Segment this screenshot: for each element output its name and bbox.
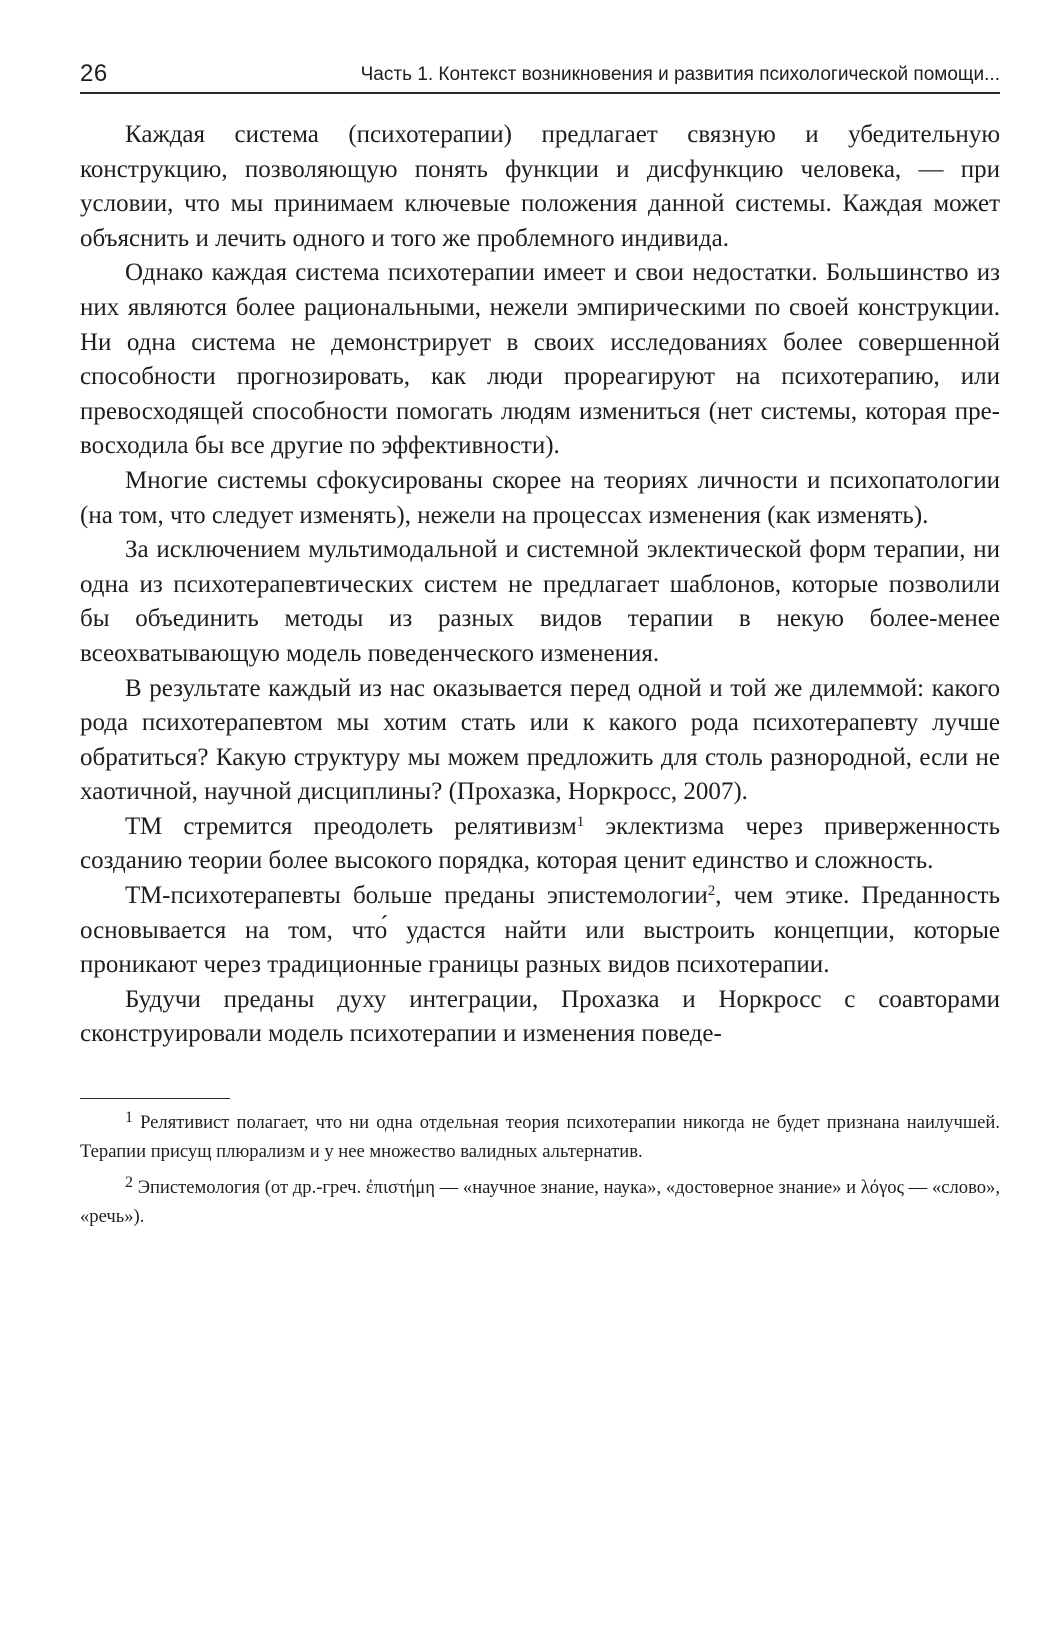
footnote-text: Релятивист полагает, что ни одна отдельная теория психотерапии никогда не будет признана наилучшей. Терапии присущ плюрализм и у нее множество валидных альтернатив.	[80, 1112, 1000, 1162]
page-number: 26	[80, 60, 108, 87]
paragraph	[80, 879, 1000, 983]
paragraph-text: эклектизма через приверженность созданию теории более высокого порядка, которая ценит единство и сложность.	[80, 812, 1001, 875]
paragraph-text: ТМ стремится преодолеть релятивизм	[125, 812, 577, 840]
footnote-text: Эпистемология (от др.-греч. ἐπιστήμη — «научное знание, наука», «достоверное знание» и λόγος — «слово», «речь»).	[80, 1177, 1000, 1227]
footnote-mark: 2	[125, 1174, 133, 1192]
body-text	[80, 118, 1000, 1052]
running-title: Часть 1. Контекст возникновения и развития психологической помощи...	[360, 64, 1000, 85]
paragraph: Многие системы сфокусированы скорее на теориях личности и психопатологии (на том, что следует изменять), нежели на процессах изменения (как изменять).	[80, 466, 1000, 529]
paragraph-text: ТМ-психотерапевты больше преданы эпистемологии	[125, 882, 708, 910]
footnote-divider	[80, 1098, 230, 1099]
footnote-2	[80, 1174, 1000, 1231]
footnote-mark: 1	[125, 1109, 133, 1127]
footnote-ref-1[interactable]: 1	[576, 813, 585, 830]
paragraph-text: , чем этике. Преданность основывается на том, что́ удастся найти или выстроить концепции, которые проникают через традиционные границы разных видов психотерапии.	[80, 882, 1000, 979]
footnotes	[80, 1109, 1000, 1231]
paragraph: За исключением мультимодальной и системной эклектической форм терапии, ни одна из психотерапевтических систем не предлагает шаблонов, которые позволили бы объединить методы из разных видов терапии в некую более-менее всеохватывающую модель поведенческого изменения.	[80, 536, 1000, 667]
paragraph: В результате каждый из нас оказывается перед одной и той же дилеммой: какого рода психотерапевтом мы хотим стать или к какого рода психотерапевту лучше обратиться? Какую структуру мы можем предложить для столь разнородной, если не хаотичной, научной дисциплины? (Прохазка, Норкросс, 2007).	[80, 674, 1000, 806]
paragraph: Будучи преданы духу интеграции, Прохазка и Норкросс с соавторами сконструировали модель психотерапии и изменения поведе-	[80, 985, 1000, 1048]
footnote-ref-2[interactable]: 2	[707, 883, 716, 900]
paragraph: Однако каждая система психотерапии имеет и свои недостатки. Большинство из них являются более рациональными, нежели эмпирическими по своей конструкции. Ни одна система не демонстрирует в своих исследованиях более совершенной способности прогнозировать, как люди прореагируют на психотерапию, или превосходящей способности помогать людям измениться (нет системы, которая превосходила бы все другие по эффективности).	[80, 259, 1000, 460]
book-page	[80, 48, 1000, 1231]
paragraph: Каждая система (психотерапии) предлагает связную и убедительную конструкцию, позволяющую понять функции и дисфункцию человека, — при условии, что мы принимаем ключевые положения данной системы. Каждая может объяснить и лечить одного и того же проблемного индивида.	[80, 121, 1000, 252]
paragraph	[80, 810, 1000, 879]
footnote-1	[80, 1109, 1000, 1166]
page-header	[80, 48, 1000, 94]
